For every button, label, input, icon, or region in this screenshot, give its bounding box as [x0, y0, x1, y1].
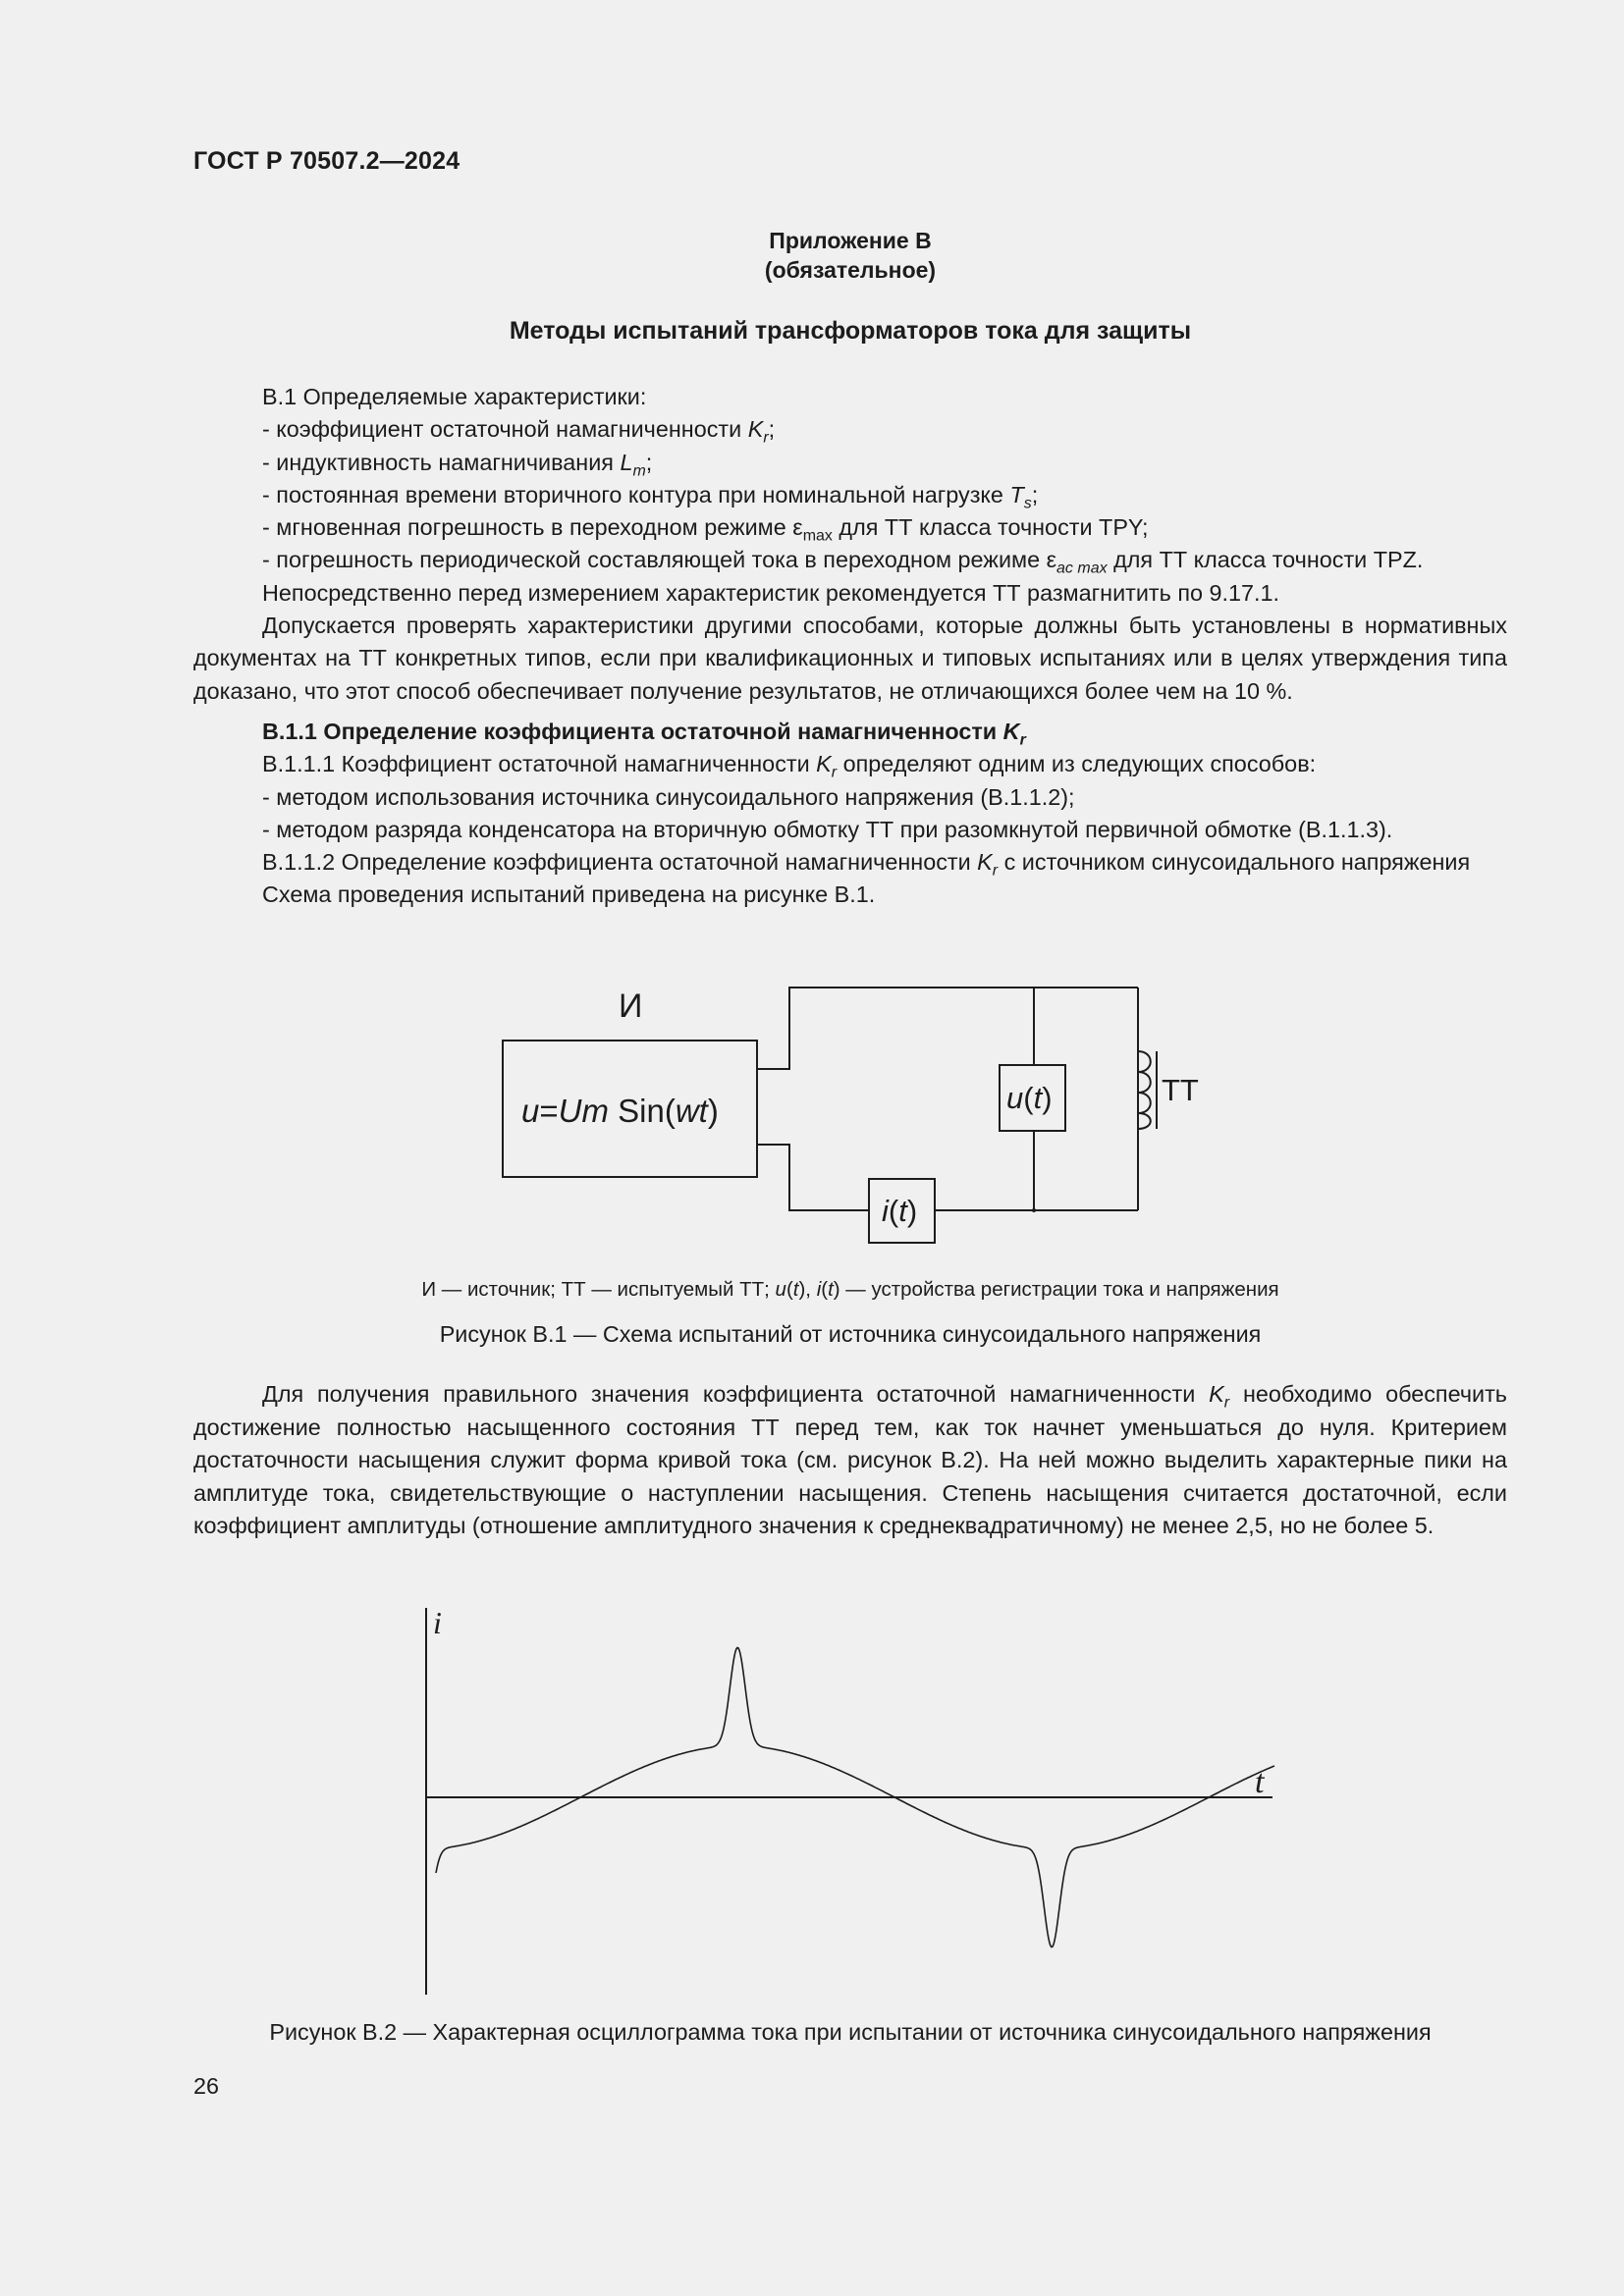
b111-paragraph: В.1.1.1 Коэффициент остаточной намагниченности $K_r$ определяют одним из следующих способов:: [262, 751, 1317, 781]
b1-intro: В.1 Определяемые характеристики:: [262, 384, 647, 409]
figure-b2-caption: Рисунок В.2 — Характерная осциллограмма тока при испытании от источника синусоидального напряжения: [269, 2019, 1432, 2045]
b1-item-5: - погрешность периодической составляющей тока в переходном режиме $\varepsilon_{ac max}$ для ТТ класса точности TPZ.: [262, 547, 1424, 578]
wire-bottom: [757, 1145, 869, 1210]
b1-allowed: Допускается проверять характеристики другими способами, которые должны быть установлены в нормативных документах на ТТ конкретных типов, если при квалификационных и типовых испытаниях или в целях утверждения типа доказано, что этот способ обеспечивает получение результатов, не отличающихся более чем на 10 %.: [193, 613, 1507, 704]
b1-item-1: - коэффициент остаточной намагниченности $K_r$;: [262, 416, 776, 447]
page-number: 26: [193, 2073, 220, 2099]
source-label: И: [619, 988, 643, 1025]
ut-label: u(t): [1006, 1081, 1053, 1115]
b1-item-3: - постоянная времени вторичного контура при номинальной нагрузке $T_s$;: [262, 481, 1039, 512]
source-formula: u=Um Sin(wt): [521, 1093, 719, 1129]
b11-title: В.1.1 Определение коэффициента остаточной намагниченности $K_r$: [262, 718, 1026, 749]
tt-coil: [1138, 1051, 1151, 1129]
document-header: ГОСТ Р 70507.2—2024: [193, 147, 460, 175]
x-axis-label: t: [1255, 1764, 1265, 1800]
figure-b1-legend: И — источник; ТТ — испытуемый ТТ; u(t), i(t) — устройства регистрации тока и напряжения: [421, 1278, 1279, 1301]
junction-dot: [1032, 1208, 1036, 1212]
saturation-paragraph: Для получения правильного значения коэффициента остаточной намагниченности $K_r$ необходимо обеспечить достижение полностью насыщенного состояния ТТ перед тем, как ток начнет уменьшаться до нуля. Критерием достаточности насыщения служит форма кривой тока (см. рисунок В.2). На ней можно выделить характерные пики на амплитуде тока, свидетельствующие о наступлении насыщения. Степень насыщения считается достаточной, если коэффициент амплитуды (отношение амплитудного значения к среднеквадратичному) не менее 2,5, но не более 5.: [193, 1381, 1507, 1538]
b1-item-2: - индуктивность намагничивания $L_m$;: [262, 449, 653, 480]
section-title: Методы испытаний трансформаторов тока для защиты: [509, 317, 1192, 345]
annex-name: Приложение В: [769, 228, 932, 253]
wire-top: [757, 988, 1138, 1069]
it-label: i(t): [882, 1194, 918, 1228]
figure-b1-circuit: [481, 972, 1199, 1256]
annex-status: (обязательное): [764, 257, 937, 283]
tt-label: ТТ: [1162, 1073, 1199, 1107]
b1-item-4: - мгновенная погрешность в переходном режиме $\varepsilon_{max}$ для ТТ класса точности TPY;: [262, 514, 1149, 545]
annex-title: [193, 226, 1507, 285]
body-text-b1: [193, 381, 1507, 912]
b112-paragraph: В.1.1.2 Определение коэффициента остаточной намагниченности $K_r$ с источником синусоидального напряжения: [262, 849, 1471, 880]
figure-b2-oscillogram: [412, 1600, 1296, 2002]
figure-b1-caption: Рисунок В.1 — Схема испытаний от источника синусоидального напряжения: [439, 1321, 1262, 1347]
b111-method-2: - методом разряда конденсатора на вторичную обмотку ТТ при разомкнутой первичной обмотке (В.1.1.3).: [262, 816, 1393, 842]
b111-method-1: - методом использования источника синусоидального напряжения (В.1.1.2);: [262, 783, 1075, 810]
b1-demag: Непосредственно перед измерением характеристик рекомендуется ТТ размагнитить по 9.17.1.: [262, 579, 1280, 606]
y-axis-label: i: [433, 1605, 442, 1640]
scheme-reference: Схема проведения испытаний приведена на рисунке В.1.: [262, 881, 876, 908]
